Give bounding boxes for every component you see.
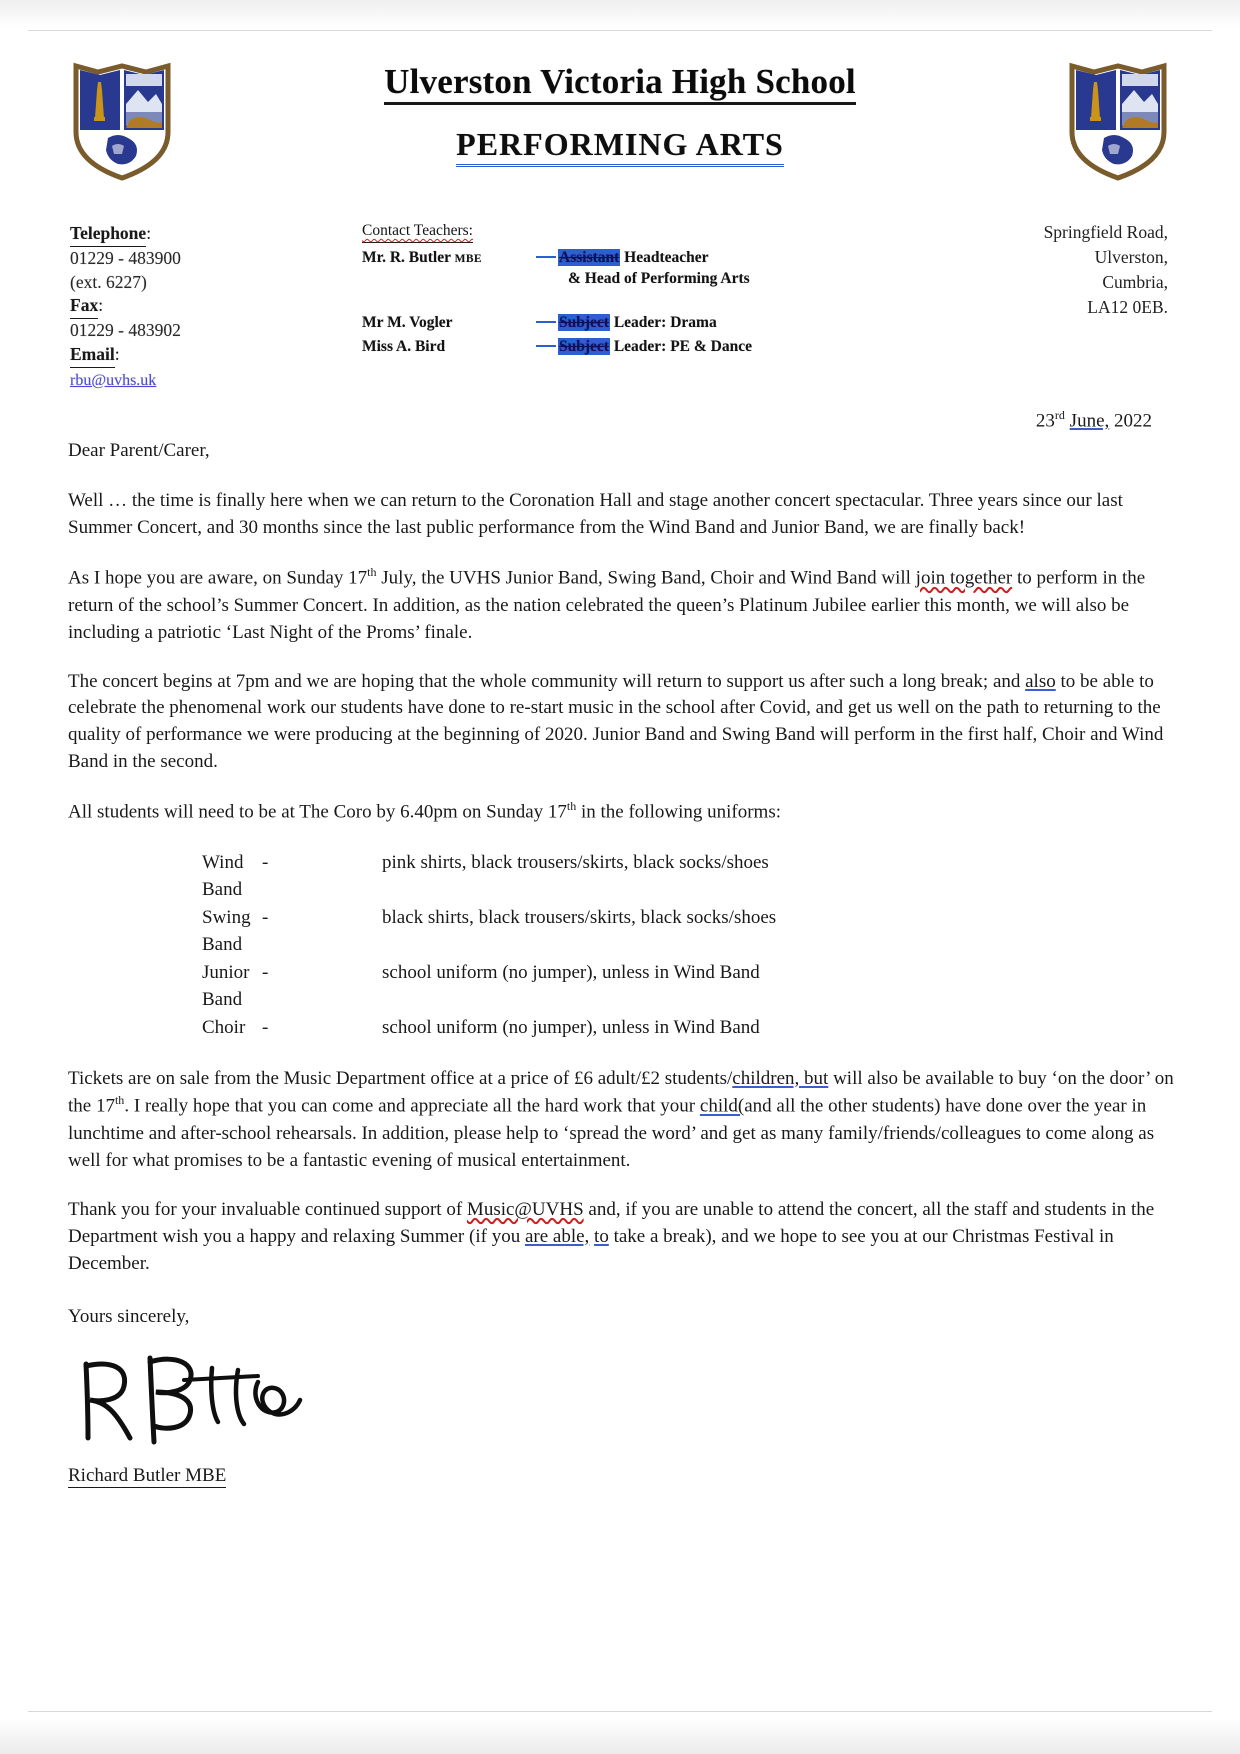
spellcheck-word: children, but [732, 1067, 829, 1089]
contact-strip [62, 214, 1178, 424]
spellcheck-word: also [1025, 670, 1056, 692]
struck-word: Assistant [559, 248, 620, 266]
paragraph-5: Tickets are on sale from the Music Department office at a price of £6 adult/£2 students/children, but will also be available to buy ‘on the door’ on the 17th. I really hope that you can come and appreciate all the hard work that your child(and all the other students) have done over the year in lunchtime and after-school rehearsals. In addition, please help to ‘spread the word’ and get as many family/friends/colleagues to come along as well for what promises to be a fantastic evening of musical entertainment. [68, 1067, 1174, 1171]
uniform-group: Swing Band [202, 906, 251, 956]
contact-teachers-block [362, 220, 752, 357]
address-line-3: Cumbria, [1102, 271, 1168, 292]
letterhead [62, 46, 1178, 196]
teacher-name: Mr. R. Butler MBE [362, 248, 482, 266]
paragraph-4: All students will need to be at The Coro by 6.40pm on Sunday 17th in the following uniforms: [68, 799, 781, 823]
uniform-row [62, 904, 1178, 959]
spellcheck-word: Music@UVHS [466, 1198, 584, 1220]
uniform-description: pink shirts, black trousers/skirts, black socks/shoes [382, 851, 769, 873]
contact-teachers-label: Contact Teachers: [362, 220, 473, 243]
teacher-row [362, 247, 752, 269]
uniform-dash: - [262, 1016, 269, 1038]
paragraph-6: Thank you for your invaluable continued support of Music@UVHS and, if you are unable to attend the concert, all the staff and students in the Department wish you a happy and relaxing Summer (if you are able, to take a break), and we hope to see you at our Christmas Festival in December. [68, 1198, 1155, 1274]
email-link[interactable]: rbu@uvhs.uk [70, 371, 157, 389]
uniform-row [62, 1014, 1178, 1042]
email-label: Email [70, 343, 115, 368]
telephone-value: 01229 - 483900 [70, 247, 181, 268]
school-crest-icon-right [1064, 60, 1172, 182]
paragraph-2: As I hope you are aware, on Sunday 17th July, the UVHS Junior Band, Swing Band, Choir and Wind Band will join together to perform in the return of the school’s Summer Concert. In addition, as the nation celebrated the queen’s Platinum Jubilee earlier this month, we will also be including a patriotic ‘Last Night of the Proms’ finale. [68, 565, 1146, 643]
salutation: Dear Parent/Carer, [68, 440, 210, 462]
signer-name: Richard Butler MBE [68, 1464, 227, 1486]
telephone-label: Telephone [70, 222, 146, 247]
uniform-dash: - [262, 906, 269, 928]
spellcheck-word: to [594, 1225, 609, 1247]
fax-value: 01229 - 483902 [70, 320, 181, 341]
title-block [232, 62, 1008, 167]
uniform-row [62, 959, 1178, 1014]
uniform-row [62, 849, 1178, 904]
contact-phone-block: Telephone: 01229 - 483900 (ext. 6227) Fax: 01229 - 483902 Email: rbu@uvhs.uk [70, 223, 181, 389]
telephone-extension: (ext. 6227) [70, 271, 147, 292]
uniform-dash: - [262, 961, 269, 983]
school-crest-icon-left [68, 60, 176, 182]
date-ordinal: rd [1054, 408, 1065, 422]
teacher-row [362, 312, 752, 334]
closing: Yours sincerely, [68, 1305, 190, 1327]
spellcheck-word: are able, [524, 1225, 590, 1247]
date-day: 23 [1035, 410, 1055, 432]
uniform-description: school uniform (no jumper), unless in Wind Band [382, 1016, 760, 1038]
department-title: PERFORMING ARTS [456, 127, 784, 167]
struck-word: Subject [559, 337, 609, 355]
uniform-dash: - [262, 851, 269, 873]
date-year: 2022 [1114, 410, 1152, 432]
struck-word: Subject [559, 314, 609, 332]
teacher-role: Subject Leader: Drama [559, 314, 717, 332]
address-line-4: LA12 0EB. [1087, 296, 1168, 317]
teacher-row [362, 336, 752, 358]
teacher-name: Mr M. Vogler [362, 314, 453, 332]
teacher-name: Miss A. Bird [362, 337, 446, 355]
spellcheck-word: join together [915, 567, 1013, 589]
signature-image [72, 1346, 332, 1456]
teacher-role-continuation: & Head of Performing Arts [568, 270, 750, 288]
page-title: Ulverston Victoria High School [384, 62, 856, 105]
spellcheck-word: child( [699, 1095, 745, 1117]
teacher-role: Subject Leader: PE & Dance [559, 337, 753, 355]
date-month: June, [1069, 410, 1110, 432]
uniform-group: Wind Band [202, 851, 244, 901]
fax-label: Fax [70, 294, 98, 319]
uniform-description: black shirts, black trousers/skirts, black socks/shoes [382, 906, 777, 928]
uniform-group: Junior Band [202, 961, 250, 1011]
uniform-description: school uniform (no jumper), unless in Wind Band [382, 961, 760, 983]
uniform-list [62, 849, 1178, 1042]
teacher-suffix: MBE [454, 252, 482, 265]
address-line-2: Ulverston, [1094, 246, 1168, 267]
paragraph-1: Well … the time is finally here when we can return to the Coronation Hall and stage another concert spectacular. Three years since our last Summer Concert, and 30 months since the last public performance from the Wind Band and Junior Band, we are finally back! [68, 490, 1123, 539]
school-address [1044, 220, 1168, 319]
paragraph-3: The concert begins at 7pm and we are hoping that the whole community will return to support us after such a long break; and also to be able to celebrate the phenomenal work our students have done to re-start music in the school after Covid, and get us well on the path to returning to the quality of performance we were producing at the beginning of 2020. Junior Band and Swing Band will perform in the first half, Choir and Wind Band in the second. [68, 670, 1164, 773]
address-line-1: Springfield Road, [1043, 222, 1168, 242]
uniform-group: Choir [202, 1016, 246, 1038]
teacher-role: Assistant Headteacher [559, 248, 709, 266]
